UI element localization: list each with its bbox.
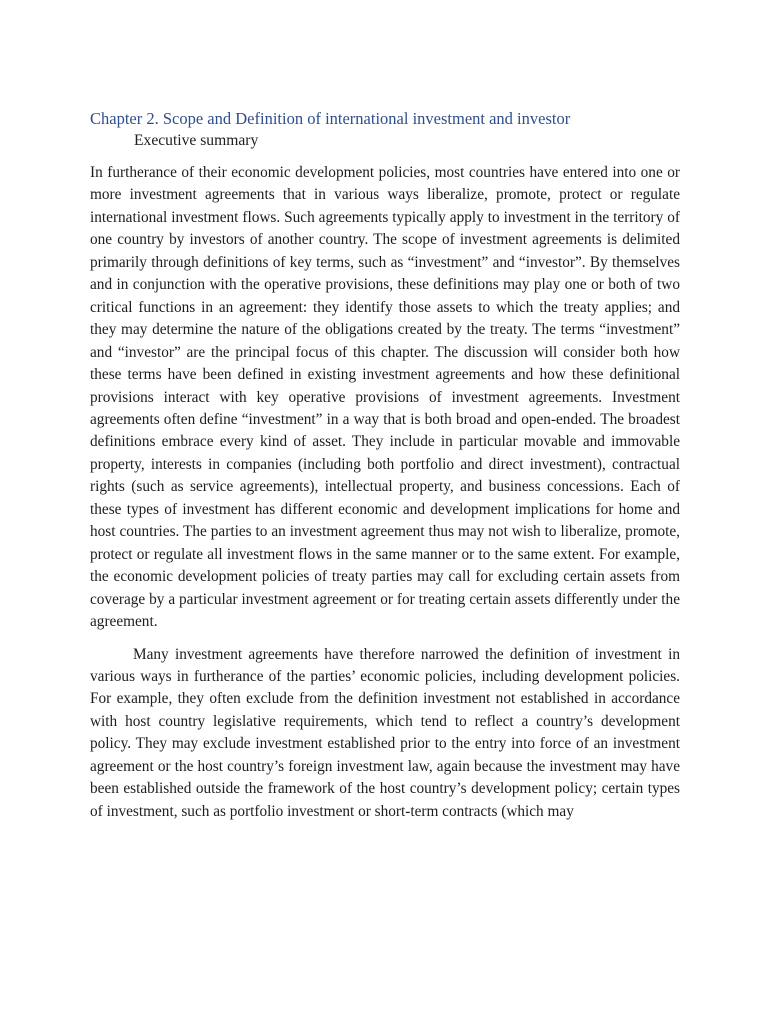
body-paragraph: Many investment agreements have therefore narrowed the definition of investment in various ways in furtherance of the parties’ economic policies, including development policies. For example, they often exclude from the definition investment not established in accordance with host country legislative requirements, which tend to reflect a country’s development policy. They may exclude investment established prior to the entry into force of an investment agreement or the host country’s foreign investment law, again because the investment may have been established outside the framework of the host country’s development policy; certain types of investment, such as portfolio investment or short-term contracts (which may [90, 645, 680, 820]
body-paragraph: In furtherance of their economic development policies, most countries have entered into one or more investment agreements that in various ways liberalize, promote, protect or regulate international investment flows. Such agreements typically apply to investment in the territory of one country by investors of another country. The scope of investment agreements is delimited primarily through definitions of key terms, such as “investment” and “investor”. By themselves and in conjunction with the operative provisions, these definitions may play one or both of two critical functions in an agreement: they identify those assets to which the treaty applies; and they may determine the nature of the obligations created by the treaty. The terms “investment” and “investor” are the principal focus of this chapter. The discussion will consider both how these terms have been defined in existing investment agreements and how these definitional provisions interact with key operative provisions of investment agreements. Investment agreements often define “investment” in a way that is both broad and open-ended. The broadest definitions embrace every kind of asset. They include in particular movable and immovable property, interests in companies (including both portfolio and direct investment), contractual rights (such as service agreements), intellectual property, and business concessions. Each of these types of investment has different economic and development implications for home and host countries. The parties to an investment agreement thus may not wish to liberalize, promote, protect or regulate all investment flows in the same manner or to the same extent. For example, the economic development policies of treaty parties may call for excluding certain assets from coverage by a particular investment agreement or for treating certain assets differently under the agreement. [90, 164, 680, 631]
document-page [90, 108, 680, 823]
section-subtitle: Executive summary [134, 132, 259, 149]
chapter-title: Chapter 2. Scope and Definition of international investment and investor [90, 109, 571, 128]
